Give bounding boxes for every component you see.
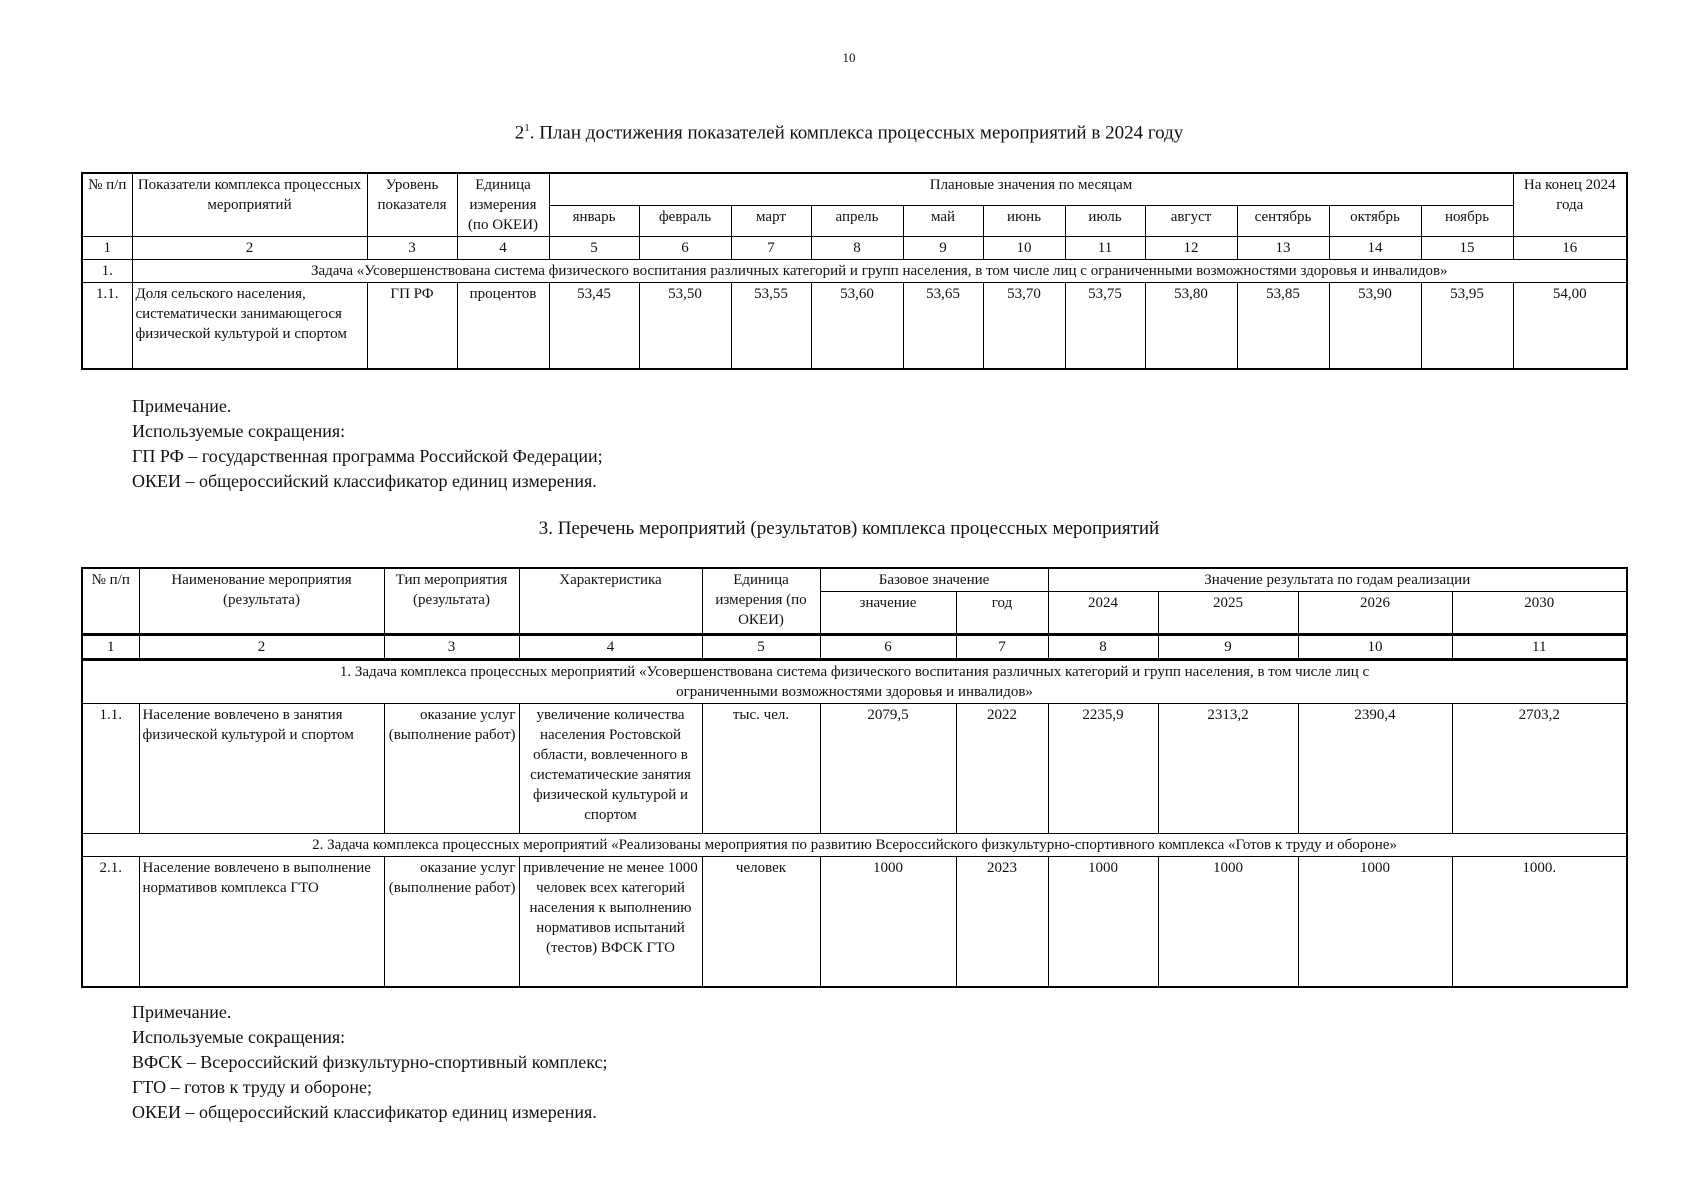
row-level: ГП РФ [367,283,457,369]
column-number: 1 [82,635,139,660]
column-numbers-row [82,237,1627,260]
header-year: 2024 [1048,592,1158,635]
row-num: 2.1. [82,857,139,987]
column-number: 4 [519,635,702,660]
note-line: Используемые сокращения: [132,1027,346,1047]
notes-block-1 [132,394,603,494]
indicators-header-row [82,173,1627,205]
header-level: Уровень показателя [367,173,457,237]
row-name: Население вовлечено в занятия физической культурой и спортом [139,704,384,834]
section2-title: 3. Перечень мероприятий (результатов) комплекса процессных мероприятий [538,518,1160,539]
column-number: 5 [702,635,820,660]
month-header: февраль [639,205,731,236]
column-number: 6 [639,237,731,260]
month-value: 53,50 [639,283,731,369]
column-number: 8 [811,237,903,260]
table-row [82,704,1627,834]
column-number: 7 [731,237,811,260]
month-header: сентябрь [1237,205,1329,236]
section1-title-text: . План достижения показателей комплекса процессных мероприятий в 2024 году [529,122,1184,144]
note-line: Примечание. [132,396,232,416]
month-value: 53,55 [731,283,811,369]
month-value: 53,60 [811,283,903,369]
end-value: 54,00 [1513,283,1627,369]
row-type: оказание услуг (выполнение работ) [384,704,519,834]
header-year: 2026 [1298,592,1452,635]
header-year: 2030 [1452,592,1627,635]
column-number: 7 [956,635,1048,660]
header-unit: Единица измерения (по ОКЕИ) [702,568,820,635]
column-number: 4 [457,237,549,260]
section1-title [0,122,1698,144]
header-base-value: значение [820,592,956,635]
header-result: Значение результата по годам реализации [1048,568,1627,592]
month-value: 53,90 [1329,283,1421,369]
column-number: 9 [1158,635,1298,660]
column-number: 12 [1145,237,1237,260]
column-number: 13 [1237,237,1329,260]
note-line: ОКЕИ – общероссийский классификатор единиц измерения. [132,471,597,491]
task-row [82,660,1627,704]
task-row [82,260,1627,283]
indicators-table [81,172,1628,370]
task-num: 1. [82,260,132,283]
header-type: Тип мероприятия (результата) [384,568,519,635]
table-row [82,857,1627,987]
column-number: 15 [1421,237,1513,260]
column-number: 8 [1048,635,1158,660]
column-number: 2 [132,237,367,260]
row-base-value: 1000 [820,857,956,987]
header-indicator: Показатели комплекса процессных мероприятий [132,173,367,237]
header-end: На конец 2024 года [1513,173,1627,237]
month-header: май [903,205,983,236]
column-number: 11 [1065,237,1145,260]
month-header: апрель [811,205,903,236]
header-planned: Плановые значения по месяцам [549,173,1513,205]
row-unit: человек [702,857,820,987]
row-type: оказание услуг (выполнение работ) [384,857,519,987]
row-num: 1.1. [82,283,132,369]
header-base-year: год [956,592,1048,635]
row-base-value: 2079,5 [820,704,956,834]
column-numbers-row [82,635,1627,660]
row-base-year: 2023 [956,857,1048,987]
month-value: 53,85 [1237,283,1329,369]
note-line: Примечание. [132,1002,232,1022]
header-name: Наименование мероприятия (результата) [139,568,384,635]
row-num: 1.1. [82,704,139,834]
month-value: 53,70 [983,283,1065,369]
row-base-year: 2022 [956,704,1048,834]
column-number: 10 [983,237,1065,260]
header-characteristic: Характеристика [519,568,702,635]
table-row [82,283,1627,369]
note-line: ГП РФ – государственная программа Российской Федерации; [132,446,603,466]
note-line: ВФСК – Всероссийский физкультурно-спортивный комплекс; [132,1052,608,1072]
row-indicator: Доля сельского населения, систематически занимающегося физической культурой и спортом [132,283,367,369]
header-year: 2025 [1158,592,1298,635]
month-header: август [1145,205,1237,236]
column-number: 2 [139,635,384,660]
row-unit: тыс. чел. [702,704,820,834]
header-num: № п/п [82,568,139,635]
month-header: январь [549,205,639,236]
column-number: 14 [1329,237,1421,260]
notes-block-2 [132,1000,608,1125]
row-year-value: 1000 [1298,857,1452,987]
column-number: 16 [1513,237,1627,260]
month-header: июль [1065,205,1145,236]
row-name: Население вовлечено в выполнение нормативов комплекса ГТО [139,857,384,987]
section1-title-superscript: 1 [524,122,530,134]
activities-header-row [82,568,1627,592]
row-unit: процентов [457,283,549,369]
column-number: 5 [549,237,639,260]
row-year-value: 1000 [1048,857,1158,987]
row-year-value: 1000. [1452,857,1627,987]
row-characteristic: увеличение количества населения Ростовской области, вовлеченного в систематические занятия физической культурой и спортом [519,704,702,834]
section1-title-number: 2 [514,122,525,144]
header-unit: Единица измерения (по ОКЕИ) [457,173,549,237]
page-number: 10 [842,50,856,65]
column-number: 9 [903,237,983,260]
row-year-value: 2235,9 [1048,704,1158,834]
month-value: 53,45 [549,283,639,369]
column-number: 3 [384,635,519,660]
column-number: 11 [1452,635,1627,660]
month-value: 53,75 [1065,283,1145,369]
task-text: 2. Задача комплекса процессных мероприятий «Реализованы мероприятия по развитию Всероссийского физкультурно-спортивного комплекса «Готов к труду и обороне» [82,834,1627,857]
row-year-value: 2390,4 [1298,704,1452,834]
month-value: 53,65 [903,283,983,369]
column-number: 3 [367,237,457,260]
note-line: ОКЕИ – общероссийский классификатор единиц измерения. [132,1102,597,1122]
month-value: 53,80 [1145,283,1237,369]
month-header: октябрь [1329,205,1421,236]
month-header: июнь [983,205,1065,236]
task-text: 1. Задача комплекса процессных мероприятий «Усовершенствована система физического воспитания различных категорий и групп населения, в том числе лиц с ограниченными возможностями здоровья и инвалидов» [82,660,1627,704]
activities-table [81,567,1628,988]
task-row [82,834,1627,857]
row-characteristic: привлечение не менее 1000 человек всех категорий населения к выполнению нормативов испытаний (тестов) ВФСК ГТО [519,857,702,987]
month-value: 53,95 [1421,283,1513,369]
note-line: ГТО – готов к труду и обороне; [132,1077,373,1097]
column-number: 1 [82,237,132,260]
row-year-value: 1000 [1158,857,1298,987]
header-num: № п/п [82,173,132,237]
month-header: март [731,205,811,236]
task-text: Задача «Усовершенствована система физического воспитания различных категорий и групп населения, в том числе лиц с ограниченными возможностями здоровья и инвалидов» [132,260,1627,283]
note-line: Используемые сокращения: [132,421,346,441]
header-base: Базовое значение [820,568,1048,592]
column-number: 6 [820,635,956,660]
row-year-value: 2703,2 [1452,704,1627,834]
month-header: ноябрь [1421,205,1513,236]
row-year-value: 2313,2 [1158,704,1298,834]
column-number: 10 [1298,635,1452,660]
